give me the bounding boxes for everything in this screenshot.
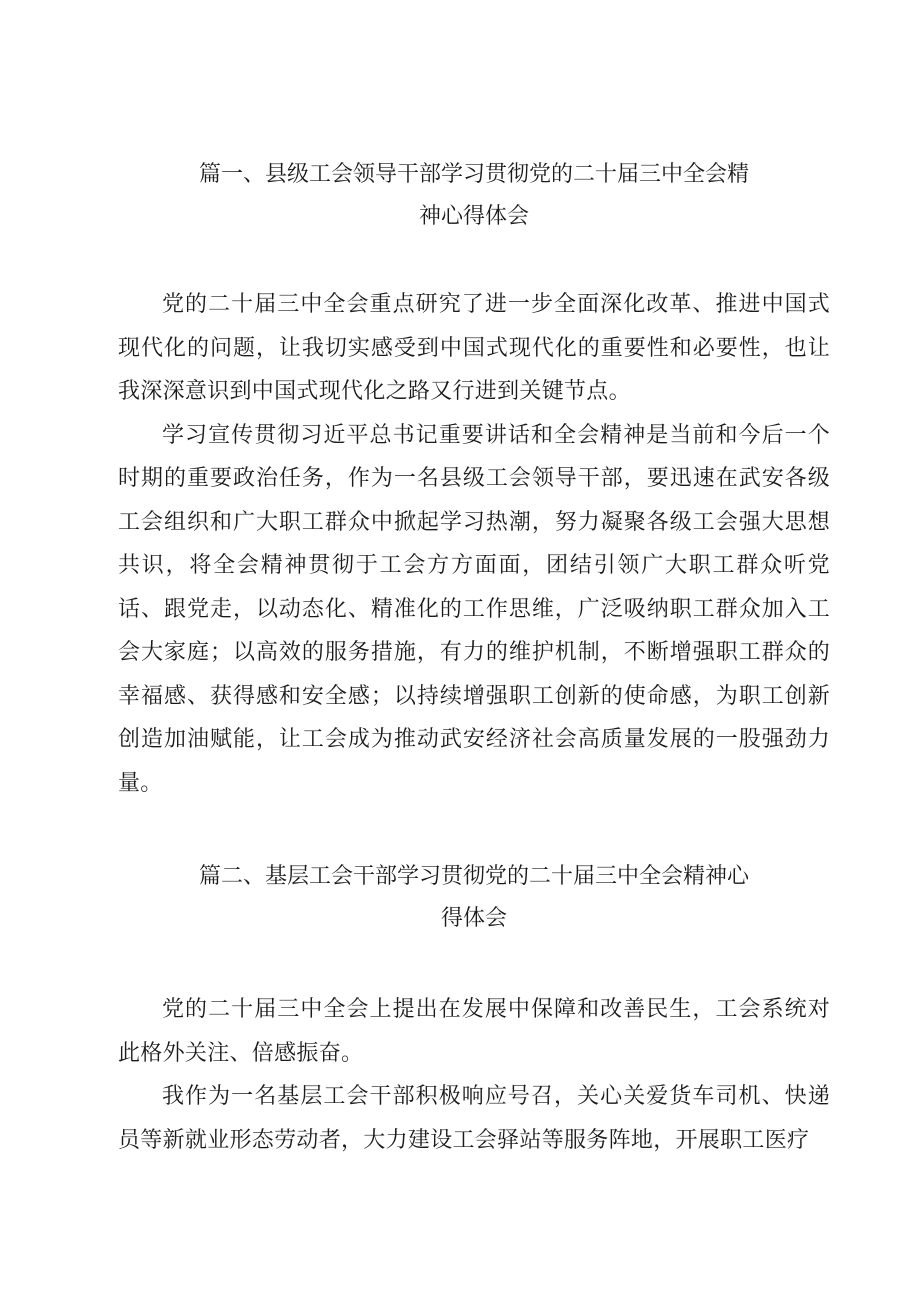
section-two-heading [118,856,830,940]
section-one-body [118,283,830,805]
section-one-paragraph-2: 学习宣传贯彻习近平总书记重要讲话和全会精神是当前和今后一个时期的重要政治任务，作为一名县级工会领导干部，要迅速在武安各级工会组织和广大职工群众中掀起学习热潮，努力凝聚各级工会强大思想共识，将全会精神贯彻于工会方方面面，团结引领广大职工群众听党话、跟党走，以动态化、精准化的工作思维，广泛吸纳职工群众加入工会大家庭；以高效的服务措施，有力的维护机制，不断增强职工群众的幸福感、获得感和安全感；以持续增强职工创新的使命感，为职工创新创造加油赋能，让工会成为推动武安经济社会高质量发展的一股强劲力量。 [118,422,830,796]
section-two-title-line-1: 篇二、基层工会干部学习贯彻党的二十届三中全会精神心 [198,864,749,889]
section-one-title [118,154,830,238]
section-one-title-line-1: 篇一、县级工会领导干部学习贯彻党的二十届三中全会精 [198,162,749,187]
section-two-paragraph-2: 我作为一名基层工会干部积极响应号召，关心关爱货车司机、快递员等新就业形态劳动者，大力建设工会驿站等服务阵地，开展职工医疗 [118,1084,830,1153]
section-one-heading [118,154,830,238]
section-two-title-line-2: 得体会 [440,906,507,931]
section-two-body [118,988,830,1162]
section-two-paragraph-1: 党的二十届三中全会上提出在发展中保障和改善民生，工会系统对此格外关注、倍感振奋。 [118,997,830,1066]
section-one-title-line-2: 神心得体会 [418,204,529,229]
section-two-title [118,856,830,940]
section-one-paragraph-1: 党的二十届三中全会重点研究了进一步全面深化改革、推进中国式现代化的问题，让我切实感受到中国式现代化的重要性和必要性，也让我深深意识到中国式现代化之路又行进到关键节点。 [118,292,830,404]
